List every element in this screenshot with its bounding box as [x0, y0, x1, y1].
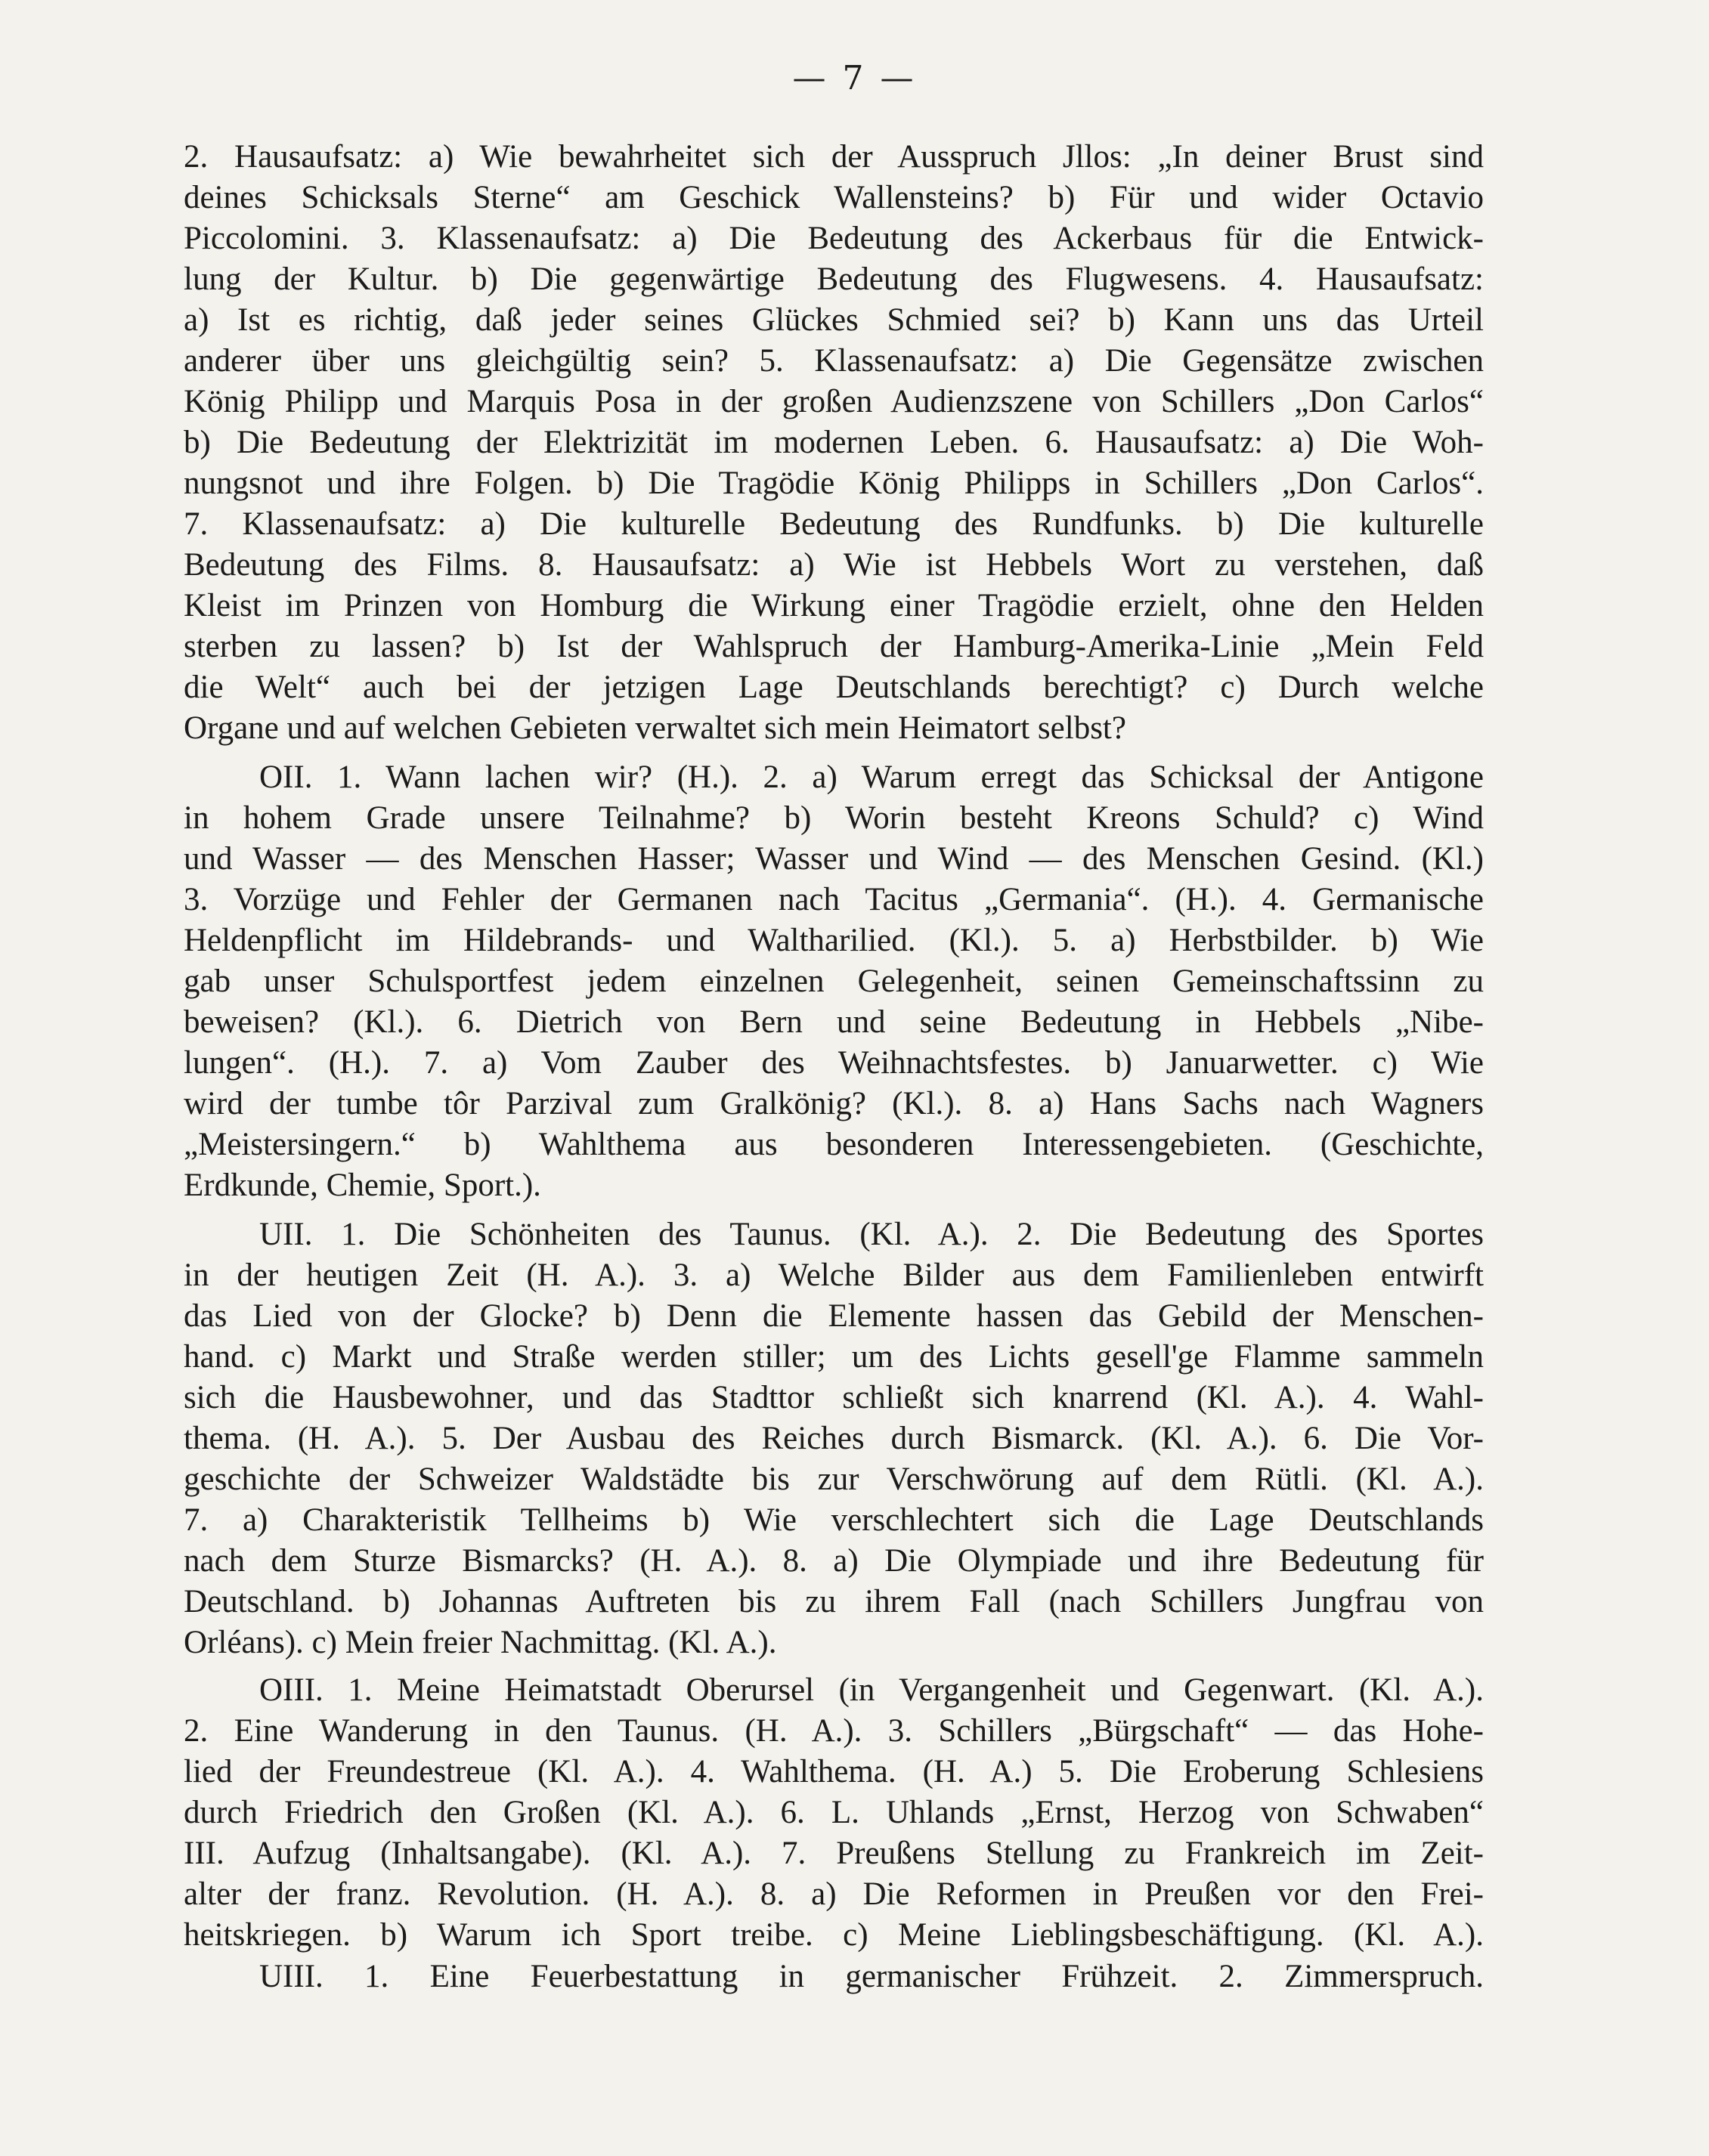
text-line: das Lied von der Glocke? b) Denn die Elemente hassen das Gebild der Menschen-: [184, 1298, 1484, 1334]
text-line: durch Friedrich den Großen (Kl. A.). 6. L. Uhlands „Ernst, Herzog von Schwaben“: [184, 1795, 1484, 1830]
section-oii: [184, 757, 1484, 1206]
text-line: die Welt“ auch bei der jetzigen Lage Deutschlands berechtigt? c) Durch welche: [184, 670, 1484, 705]
essay-topics-continued: [184, 137, 1484, 749]
text-line: Piccolomini. 3. Klassenaufsatz: a) Die Bedeutung des Ackerbaus für die Entwick-: [184, 221, 1484, 256]
text-line: heitskriegen. b) Warum ich Sport treibe. c) Meine Lieblingsbeschäftigung. (Kl. A.).: [184, 1917, 1484, 1953]
text-line: gab unser Schulsportfest jedem einzelnen Gelegenheit, seinen Gemeinschaftssinn zu: [184, 964, 1484, 999]
text-line: Organe und auf welchen Gebieten verwaltet sich mein Heimatort selbst?: [184, 710, 1126, 746]
section-oiii: [184, 1670, 1484, 1956]
text-line: b) Die Bedeutung der Elektrizität im modernen Leben. 6. Hausaufsatz: a) Die Woh-: [184, 425, 1484, 460]
page-number: — 7 —: [792, 59, 917, 97]
text-line: alter der franz. Revolution. (H. A.). 8. a) Die Reformen in Preußen vor den Frei-: [184, 1876, 1484, 1912]
section-heading-line: OIII. 1. Meine Heimatstadt Oberursel (in Vergangenheit und Gegenwart. (Kl. A.).: [259, 1672, 1484, 1708]
text-line: anderer über uns gleichgültig sein? 5. Klassenaufsatz: a) Die Gegensätze zwischen: [184, 343, 1484, 379]
text-line: nach dem Sturze Bismarcks? (H. A.). 8. a) Die Olympiade und ihre Bedeutung für: [184, 1543, 1484, 1579]
section-uiii: [184, 1956, 1484, 1997]
text-line: 2. Eine Wanderung in den Taunus. (H. A.). 3. Schillers „Bürgschaft“ — das Hohe-: [184, 1713, 1484, 1749]
text-line: 7. a) Charakteristik Tellheims b) Wie verschlechtert sich die Lage Deutschlands: [184, 1502, 1484, 1538]
text-line: 7. Klassenaufsatz: a) Die kulturelle Bedeutung des Rundfunks. b) Die kulturelle: [184, 506, 1484, 542]
text-line: sterben zu lassen? b) Ist der Wahlspruch der Hamburg-Amerika-Linie „Mein Feld: [184, 629, 1484, 664]
text-line: in hohem Grade unsere Teilnahme? b) Worin besteht Kreons Schuld? c) Wind: [184, 800, 1484, 836]
text-line: sich die Hausbewohner, und das Stadttor schließt sich knarrend (Kl. A.). 4. Wahl-: [184, 1380, 1484, 1415]
text-line: Deutschland. b) Johannas Auftreten bis zu ihrem Fall (nach Schillers Jungfrau von: [184, 1584, 1484, 1619]
section-uii: [184, 1214, 1484, 1663]
text-line: hand. c) Markt und Straße werden stiller; um des Lichts gesell'ge Flamme sammeln: [184, 1339, 1484, 1375]
text-line: geschichte der Schweizer Waldstädte bis zur Verschwörung auf dem Rütli. (Kl. A.).: [184, 1462, 1484, 1497]
text-line: lied der Freundestreue (Kl. A.). 4. Wahlthema. (H. A.) 5. Die Eroberung Schlesiens: [184, 1754, 1484, 1789]
section-heading-line: OII. 1. Wann lachen wir? (H.). 2. a) Warum erregt das Schicksal der Antigone: [259, 759, 1484, 795]
text-line: III. Aufzug (Inhaltsangabe). (Kl. A.). 7. Preußens Stellung zu Frankreich im Zeit-: [184, 1836, 1484, 1871]
text-line: wird der tumbe tôr Parzival zum Gralkönig? (Kl.). 8. a) Hans Sachs nach Wagners: [184, 1086, 1484, 1121]
text-line: König Philipp und Marquis Posa in der großen Audienzszene von Schillers „Don Carlos“: [184, 384, 1484, 419]
text-line: nungsnot und ihre Folgen. b) Die Tragödie König Philipps in Schillers „Don Carlos“.: [184, 466, 1484, 501]
text-line: Bedeutung des Films. 8. Hausaufsatz: a) Wie ist Hebbels Wort zu verstehen, daß: [184, 547, 1484, 583]
text-line: 3. Vorzüge und Fehler der Germanen nach Tacitus „Germania“. (H.). 4. Germanische: [184, 882, 1484, 917]
text-line: a) Ist es richtig, daß jeder seines Glückes Schmied sei? b) Kann uns das Urteil: [184, 302, 1484, 338]
text-line: Kleist im Prinzen von Homburg die Wirkung einer Tragödie erzielt, ohne den Helden: [184, 588, 1484, 623]
text-line: 2. Hausaufsatz: a) Wie bewahrheitet sich der Ausspruch Jllos: „In deiner Brust sind: [184, 139, 1484, 175]
text-line: lung der Kultur. b) Die gegenwärtige Bedeutung des Flugwesens. 4. Hausaufsatz:: [184, 261, 1484, 297]
text-line: lungen“. (H.). 7. a) Vom Zauber des Weihnachtsfestes. b) Januarwetter. c) Wie: [184, 1045, 1484, 1081]
text-line: „Meistersingern.“ b) Wahlthema aus besonderen Interessengebieten. (Geschichte,: [184, 1127, 1484, 1162]
text-line: deines Schicksals Sterne“ am Geschick Wallensteins? b) Für und wider Octavio: [184, 180, 1484, 215]
section-heading-line: UII. 1. Die Schönheiten des Taunus. (Kl. A.). 2. Die Bedeutung des Sportes: [259, 1217, 1484, 1252]
text-line: Orléans). c) Mein freier Nachmittag. (Kl. A.).: [184, 1625, 777, 1660]
text-line: in der heutigen Zeit (H. A.). 3. a) Welche Bilder aus dem Familienleben entwirft: [184, 1257, 1484, 1293]
section-heading-line: UIII. 1. Eine Feuerbestattung in germanischer Frühzeit. 2. Zimmerspruch.: [259, 1959, 1484, 1994]
text-line: beweisen? (Kl.). 6. Dietrich von Bern und seine Bedeutung in Hebbels „Nibe-: [184, 1004, 1484, 1040]
text-line: und Wasser — des Menschen Hasser; Wasser und Wind — des Menschen Gesind. (Kl.): [184, 841, 1484, 877]
text-line: Erdkunde, Chemie, Sport.).: [184, 1168, 541, 1203]
text-line: Heldenpflicht im Hildebrands- und Waltharilied. (Kl.). 5. a) Herbstbilder. b) Wie: [184, 923, 1484, 958]
text-line: thema. (H. A.). 5. Der Ausbau des Reiches durch Bismarck. (Kl. A.). 6. Die Vor-: [184, 1421, 1484, 1456]
